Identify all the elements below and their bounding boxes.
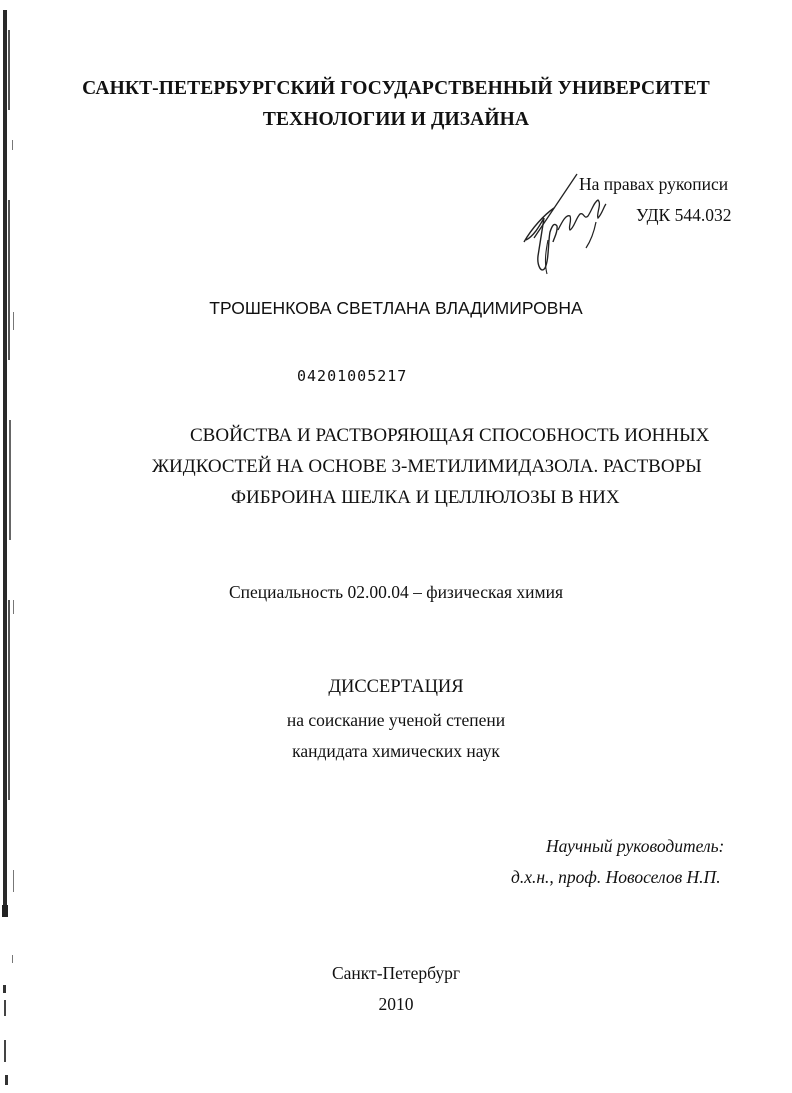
dissertation-heading: ДИССЕРТАЦИЯ <box>328 677 464 697</box>
author-name: ТРОШЕНКОВА СВЕТЛАНА ВЛАДИМИРОВНА <box>209 298 583 318</box>
degree-line2: кандидата химических наук <box>292 741 500 761</box>
manuscript-rights: На правах рукописи <box>579 174 729 194</box>
scan-binding-edge <box>0 0 22 1093</box>
speciality: Специальность 02.00.04 – физическая химия <box>228 582 564 602</box>
catalog-number: 04201005217 <box>297 367 408 385</box>
degree-line1: на соискание ученой степени <box>286 710 506 730</box>
year: 2010 <box>378 994 414 1014</box>
university-name-line2: ТЕХНОЛОГИИ И ДИЗАЙНА <box>262 109 530 130</box>
dissertation-title-line1: СВОЙСТВА И РАСТВОРЯЮЩАЯ СПОСОБНОСТЬ ИОННЫХ <box>190 425 710 446</box>
supervisor-name: д.х.н., проф. Новоселов Н.П. <box>511 867 721 887</box>
dissertation-title-line3: ФИБРОИНА ШЕЛКА И ЦЕЛЛЮЛОЗЫ В НИХ <box>231 487 620 508</box>
city: Санкт-Петербург <box>331 963 461 983</box>
university-name-line1: САНКТ-ПЕТЕРБУРГСКИЙ ГОСУДАРСТВЕННЫЙ УНИВЕРСИТЕТ <box>82 78 710 99</box>
udk-code: УДК 544.032 <box>636 205 732 225</box>
supervisor-label: Научный руководитель: <box>546 836 725 856</box>
dissertation-title-line2: ЖИДКОСТЕЙ НА ОСНОВЕ 3-МЕТИЛИМИДАЗОЛА. РАСТВОРЫ <box>152 456 702 477</box>
